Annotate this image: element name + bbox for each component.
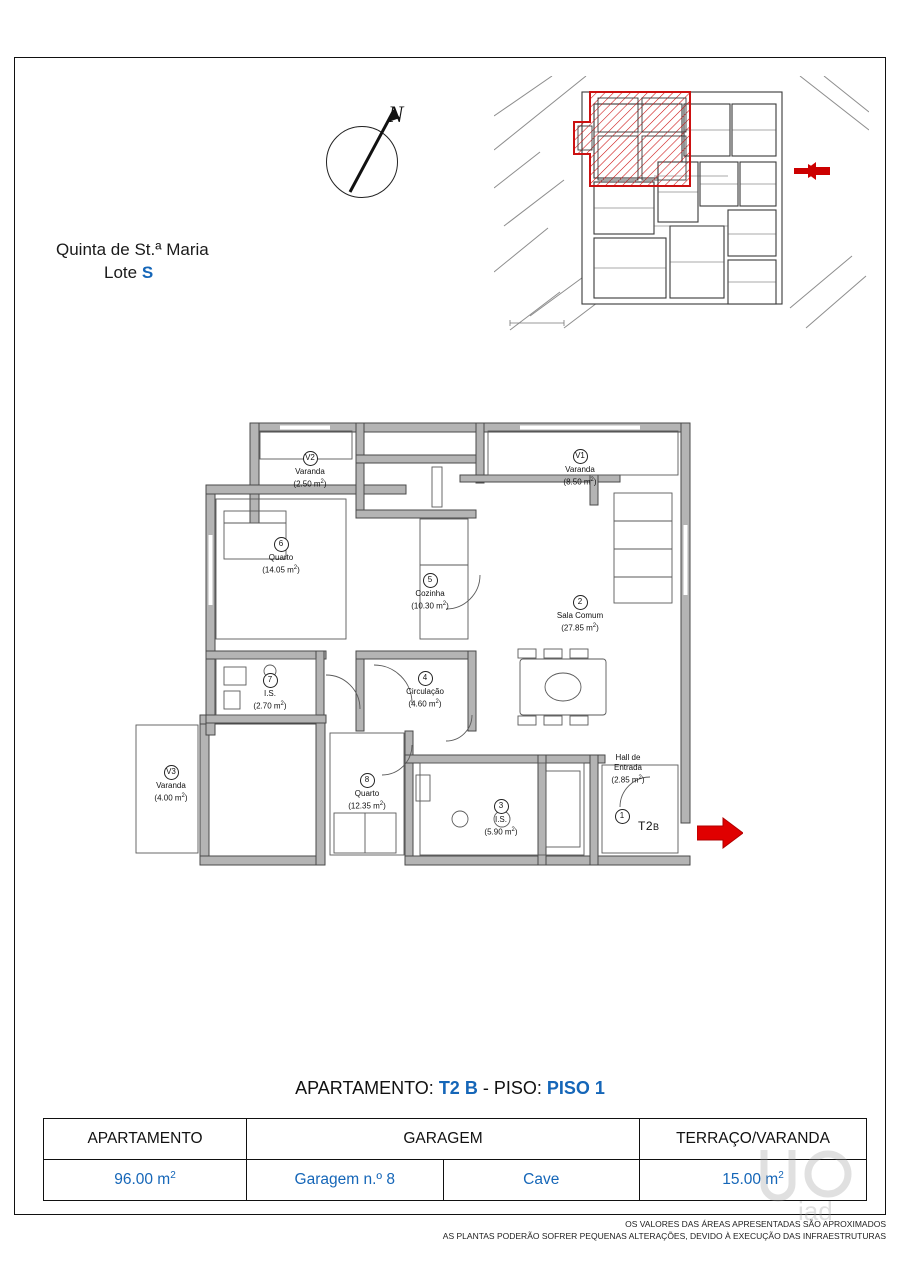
apartment-floor-plan <box>120 415 730 895</box>
room-label-entry-1 <box>612 809 632 825</box>
room-number-5: 5 <box>423 573 438 588</box>
room-number-7: 7 <box>263 673 278 688</box>
room-name-3: I.S. <box>494 815 507 824</box>
value-garagem-number: Garagem n.º 8 <box>247 1160 444 1201</box>
room-name-hall: Hall de <box>615 753 641 762</box>
header-terraco-varanda: TERRAÇO/VARANDA <box>640 1119 867 1160</box>
footnotes <box>186 1218 886 1242</box>
room-number-8: 8 <box>360 773 375 788</box>
svg-text:iad: iad <box>798 1196 833 1224</box>
room-label-varanda-v1 <box>550 449 610 488</box>
room-area-7: (2.70 $m^2$) <box>253 701 287 711</box>
apartment-caption <box>0 1078 900 1099</box>
room-label-quarto-8 <box>334 773 400 812</box>
room-number-v3: V3 <box>164 765 179 780</box>
room-area-2: (27.85 $m^2$) <box>561 623 599 633</box>
areas-table <box>43 1118 867 1201</box>
room-name-v2: Varanda <box>295 467 325 476</box>
compass-north-label: N <box>388 102 404 127</box>
apartment-marker-main: T2 <box>638 819 654 833</box>
room-name-5: Cozinha <box>415 589 445 598</box>
table-header-row <box>44 1119 867 1160</box>
room-number-4: 4 <box>418 671 433 686</box>
room-area-3: (5.90 $m^2$) <box>484 827 518 837</box>
project-lot-line <box>104 261 356 284</box>
header-garagem: GARAGEM <box>247 1119 640 1160</box>
room-number-2: 2 <box>573 595 588 610</box>
room-name-7: I.S. <box>263 689 276 698</box>
room-area-hall: (2.85 $m^2$) <box>611 775 645 785</box>
room-label-quarto-6 <box>248 537 314 576</box>
room-name-2: Sala Comum <box>556 611 604 620</box>
lot-value: S <box>141 263 154 282</box>
room-label-varanda-v2 <box>280 451 340 490</box>
compass-north-icon <box>322 96 422 206</box>
room-label-circulacao-4 <box>388 671 462 710</box>
header-apartamento: APARTAMENTO <box>44 1119 247 1160</box>
room-area-6: (14.05 $m^2$) <box>262 565 300 575</box>
apartment-marker <box>638 819 660 833</box>
key-plan-overview <box>494 76 869 338</box>
room-name-4: Circulação <box>406 687 444 696</box>
caption-floor: PISO 1 <box>546 1078 605 1098</box>
compass-needle <box>322 96 422 206</box>
room-label-is-3 <box>472 799 530 838</box>
value-apartamento-area: 96.00 $m^2$ <box>44 1160 247 1201</box>
room-number-v2: V2 <box>303 451 318 466</box>
entrance-red-arrow-icon <box>697 816 743 850</box>
highlighted-unit <box>574 92 690 186</box>
room-name-8: Quarto <box>354 789 380 798</box>
room-name-v1: Varanda <box>565 465 595 474</box>
room-number-1: 1 <box>615 809 630 824</box>
room-number-6: 6 <box>274 537 289 552</box>
apartment-marker-sub: B <box>653 822 660 832</box>
caption-middle: - PISO: <box>482 1078 542 1098</box>
lot-prefix: Lote <box>104 263 142 282</box>
footnote-1: OS VALORES DAS ÁREAS APRESENTADAS SÃO APROXIMADOS <box>625 1219 886 1229</box>
room-number-3: 3 <box>494 799 509 814</box>
room-label-hall-entrada <box>598 753 658 786</box>
footnote-2: AS PLANTAS PODERÃO SOFRER PEQUENAS ALTERAÇÕES, DEVIDO À EXECUÇÃO DAS INFRAESTRUTURAS <box>442 1231 886 1241</box>
room-label-is-7 <box>242 673 298 712</box>
room-number-v1: V1 <box>573 449 588 464</box>
caption-apartment: T2 B <box>438 1078 478 1098</box>
room-name-v3: Varanda <box>156 781 186 790</box>
room-label-cozinha-5 <box>397 573 463 612</box>
room-label-sala-comum-2 <box>540 595 620 634</box>
room-name-hall-2: Entrada <box>613 763 643 772</box>
value-terraco-area: 15.00 $m^2$ <box>640 1160 867 1201</box>
room-area-v1: (8.50 $m^2$) <box>563 477 597 487</box>
room-area-4: (4.60 $m^2$) <box>408 699 442 709</box>
room-area-v2: (2.50 $m^2$) <box>293 479 327 489</box>
value-garagem-level: Cave <box>443 1160 640 1201</box>
room-label-varanda-v3 <box>142 765 200 804</box>
project-name: Quinta de St.ª Maria <box>56 240 209 259</box>
room-name-6: Quarto <box>268 553 294 562</box>
room-area-8: (12.35 $m^2$) <box>348 801 386 811</box>
room-area-5: (10.30 $m^2$) <box>411 601 449 611</box>
table-value-row <box>44 1160 867 1201</box>
project-title <box>56 238 356 284</box>
caption-prefix: APARTAMENTO: <box>295 1078 434 1098</box>
room-area-v3: (4.00 $m^2$) <box>154 793 188 803</box>
